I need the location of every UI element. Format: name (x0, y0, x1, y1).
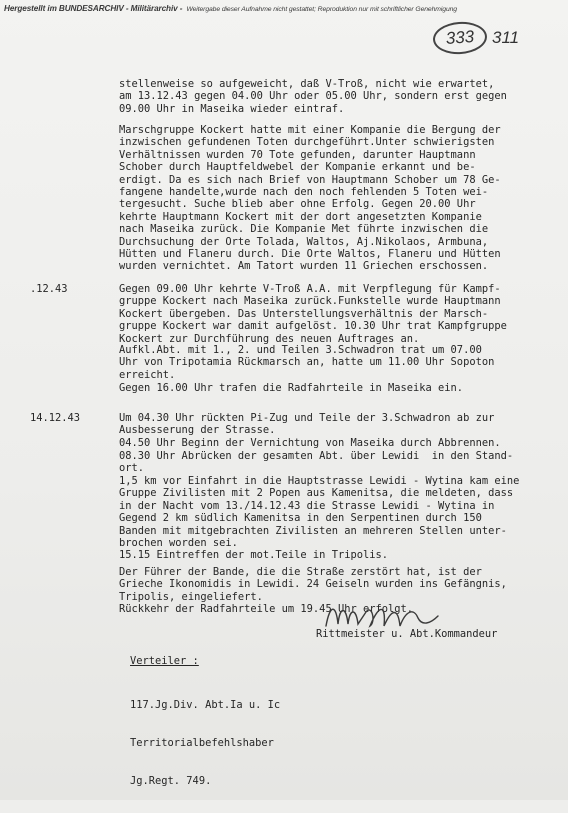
paragraph-6: Um 04.30 Uhr rückten Pi-Zug und Teile der 3.Schwadron ab zur Ausbesserung der Strasse. 04.50 Uhr Beginn der Vernichtung von Maseika durch Abbrennen. (119, 412, 501, 449)
distribution-item: 117.Jg.Div. Abt.Ia u. Ic (130, 699, 281, 712)
distribution-item: Jg.Regt. 749. (130, 774, 212, 787)
entry-date-13-12-43: .12.43 (30, 283, 68, 295)
page-number-circled: 333 (432, 20, 488, 56)
stamp-sub: Weitergabe dieser Aufnahme nicht gestattet; Reproduktion nur mit schriftlicher Genehmigung (186, 6, 457, 13)
page-number: 311 (492, 28, 520, 47)
paragraph-8: 1,5 km vor Einfahrt in die Hauptstrasse Lewidi - Wytina kam eine Gruppe Zivilisten mit 2 Popen aus Kamenitsa, die meldeten, dass in der Nacht vom 13./14.12.43 die Strasse Lewidi - Wytina in Gegend 2 km südlich Kamenitsa in den Serpentinen durch 150 Banden mit mitgebrachten Zivilisten an mehreren Stellen unter- brochen worden sei. (119, 475, 520, 550)
paragraph-9: 15.15 Eintreffen der mot.Teile in Tripolis. (119, 549, 388, 561)
stamp-main: Hergestellt im BUNDESARCHIV - Militärarchiv - (4, 4, 183, 13)
paragraph-2: Marschgruppe Kockert hatte mit einer Kompanie die Bergung der inzwischen gefundenen Toten durchgeführt.Unter schwierigsten Verhältnissen wurden 70 Tote gefunden, darunter Hauptmann Schober durch Hauptfeldwebel der Kompanie erkannt und be- erdigt. Da es sich nach Brief von Hauptmann Schober um 78 Ge- fangene handelte,wurde nach den noch fehlenden 5 Toten wei- tergesucht. Suche blieb aber ohne Erfolg. Gegen 20.00 Uhr kehrte Hauptmann Kockert mit der dort angesetzten Kompanie nach Maseika zurück. Die Kompanie Met führte inzwischen die Durchsuchung der Orte Tolada, Waltos, Aj.Nikolaos, Armbuna, Hütten und Flaneru durch. Die Orte Waltos, Flaneru und Hütten wurden vernichtet. Am Tatort wurden 11 Griechen erschossen. (119, 124, 501, 273)
signature-label: Rittmeister u. Abt.Kommandeur (316, 628, 498, 640)
paragraph-7: 08.30 Uhr Abrücken der gesamten Abt. über Lewidi in den Stand- ort. (119, 450, 514, 475)
paragraph-4: Aufkl.Abt. mit 1., 2. und Teilen 3.Schwadron trat um 07.00 Uhr von Tripotamia Rückmarsch an, hatte um 11.00 Uhr Sopoton erreicht. (119, 344, 495, 381)
archive-stamp (4, 4, 564, 13)
distribution-item: Territorialbefehlshaber (130, 736, 274, 749)
distribution-title: Verteiler : (130, 655, 199, 667)
paragraph-3: Gegen 09.00 Uhr kehrte V-Troß A.A. mit Verpflegung für Kampf- gruppe Kockert nach Maseika zurück.Funkstelle wurde Hauptmann Kockert übergeben. Das Unterstellungsverhältnis der Marsch- gruppe Kockert war damit aufgelöst. 10.30 Uhr trat Kampfgruppe Kockert zur Durchführung des neuen Auftrages an. (119, 283, 507, 345)
entry-date-14-12-43: 14.12.43 (30, 412, 81, 424)
paragraph-5: Gegen 16.00 Uhr trafen die Radfahrteile in Maseika ein. (119, 382, 464, 394)
paragraph-10: Der Führer der Bande, die die Straße zerstört hat, ist der Grieche Ikonomidis in Lewidi. 24 Geiseln wurden ins Gefängnis, Tripolis, eingeliefert. Rückkehr der Radfahrteile um 19.45 Uhr erfolgt. (119, 566, 507, 616)
distribution-list (130, 674, 280, 813)
paragraph-1: stellenweise so aufgeweicht, daß V-Troß, nicht wie erwartet, am 13.12.43 gegen 04.00 Uhr oder 05.00 Uhr, sondern erst gegen 09.00 Uhr in Maseika wieder eintraf. (119, 78, 507, 115)
